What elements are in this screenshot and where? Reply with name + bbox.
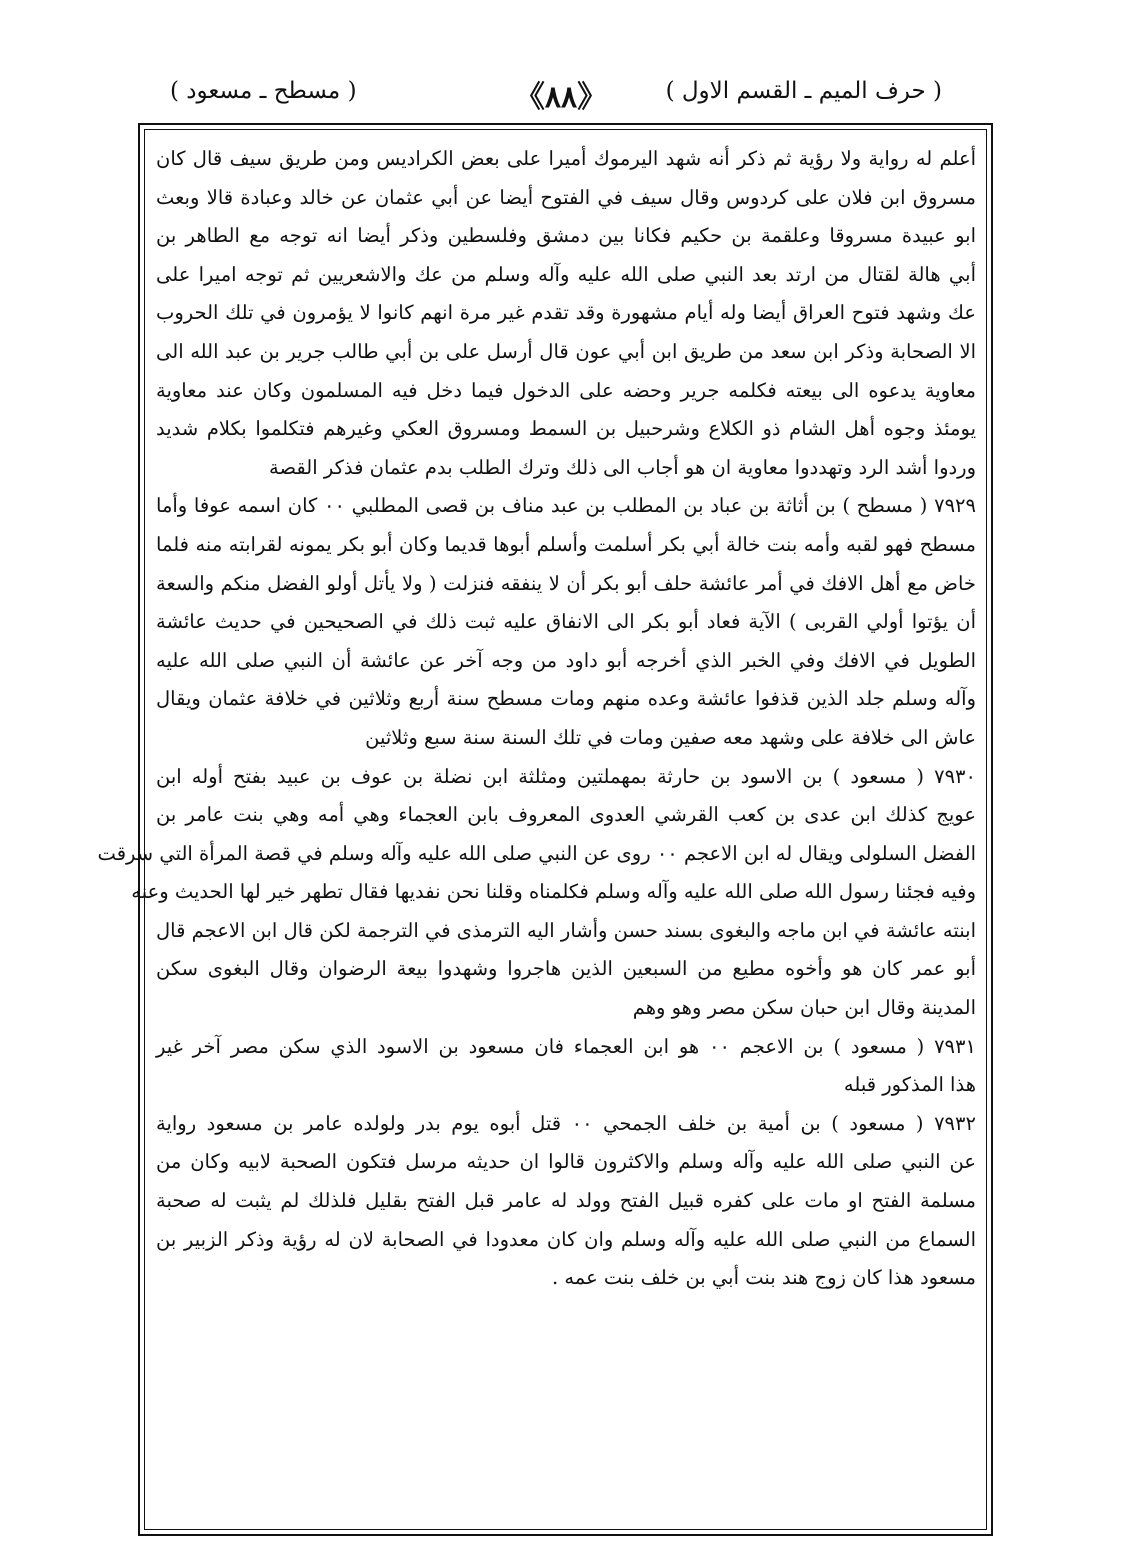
text-line: عاش الى خلافة على وشهد معه صفين ومات في تلك السنة سنة سبع وثلاثين <box>365 725 976 749</box>
text-line: أن يؤتوا أولي القربى ) الآية فعاد أبو بكر الى الانفاق عليه ثبت ذلك في الصحيحين في حديث عائشة <box>156 610 976 634</box>
text-line: الا الصحابة وذكر ابن سعد من طريق ابن أبي عون قال أرسل على بن أبي طالب جرير بن عبد الله الى <box>156 339 976 363</box>
text-line: وآله وسلم جلد الذين قذفوا عائشة وعده منهم ومات مسطح سنة أربع وثلاثين في خلافة عثمان ويقال <box>156 687 976 711</box>
text-line: عن النبي صلى الله عليه وآله وسلم والاكثرون قالوا ان حديثه مرسل فتكون الصحبة لابيه وكان من <box>156 1150 976 1174</box>
text-line: يومئذ وجوه أهل الشام ذو الكلاع وشرحبيل بن السمط ومسروق العكي وغيرهم فتكلموا بكلام شديد <box>156 417 976 441</box>
text-line: مسعود هذا كان زوج هند بنت أبي بن خلف بنت عمه . <box>551 1266 976 1290</box>
text-line: مسلمة الفتح او مات على كفره قبيل الفتح وولد له عامر قبل الفتح بقليل فلذلك لم يثبت له صحبة <box>156 1189 976 1213</box>
entry-heading-7930: ٧٩٣٠ ( مسعود ) بن الاسود بن حارثة بمهملتين ومثلثة ابن نضلة بن عوف بن عبيد بفتح أوله ابن <box>156 764 976 788</box>
text-line: ابو عبيدة مسروقا وعلقمة بن حكيم فكانا بين دمشق وفلسطين وذكر أيضا انه توجه مع الطاهر بن <box>156 224 976 248</box>
page-number: 《٨٨》 <box>514 80 608 115</box>
text-line: الطويل في الافك وفي الخبر الذي أخرجه أبو داود من وجه آخر عن عائشة أن النبي صلى الله عليه <box>156 648 976 672</box>
entry-heading-7929: ٧٩٢٩ ( مسطح ) بن أثاثة بن عباد بن المطلب بن عبد مناف بن قصى المطلبي ٠٠ كان اسمه عوفا وأما <box>156 494 976 518</box>
text-line: المدينة وقال ابن حبان سكن مصر وهو وهم <box>632 996 976 1020</box>
entry-heading-7932: ٧٩٣٢ ( مسعود ) بن أمية بن خلف الجمحي ٠٠ قتل أبوه يوم بدر ولولده عامر بن مسعود رواية <box>156 1111 976 1135</box>
text-line: معاوية يدعوه الى بيعته فكلمه جرير وحضه على الدخول فيما دخل فيه المسلمون وكان عند معاوية <box>156 378 976 402</box>
body-text <box>97 140 976 1298</box>
entry-heading-7931: ٧٩٣١ ( مسعود ) بن الاعجم ٠٠ هو ابن العجماء فان مسعود بن الاسود الذي سكن مصر آخر غير <box>156 1034 976 1058</box>
text-line: وفيه فجئنا رسول الله صلى الله عليه وآله وسلم فكلمناه وقلنا نحن نفديها فقال تطهر خير لها الحديث وعنه <box>131 880 976 904</box>
text-line: وردوا أشد الرد وتهددوا معاوية ان هو أجاب الى ذلك وترك الطلب بدم عثمان فذكر القصة <box>269 455 976 479</box>
text-line: خاض مع أهل الافك في أمر عائشة حلف أبو بكر أن لا ينفقه فنزلت ( ولا يأتل أولو الفضل منكم والسعة <box>156 571 976 595</box>
running-header-entries: ( مسطح ـ مسعود ) <box>170 78 357 104</box>
text-line: أعلم له رواية ولا رؤية ثم ذكر أنه شهد اليرموك أميرا على بعض الكراديس ومن طريق سيف قال كان <box>156 147 976 170</box>
text-line: هذا المذكور قبله <box>843 1073 976 1097</box>
text-line: مسطح فهو لقبه وأمه بنت خالة أبي بكر أسلمت وأسلم أبوها قديما وكان أبو بكر يمونه لقرابته منه فلما <box>156 532 976 556</box>
text-line: أبي هالة لقتال من ارتد بعد النبي صلى الله عليه وآله وسلم من عك والاشعريين ثم توجه اميرا على <box>156 262 976 286</box>
running-header-section: ( حرف الميم ـ القسم الاول ) <box>665 78 942 104</box>
text-line: ابنته عائشة في ابن ماجه والبغوى بسند حسن وأشار اليه الترمذى في الترجمة لكن قال ابن الاعجم قال <box>156 918 976 942</box>
text-line: الفضل السلولى ويقال له ابن الاعجم ٠٠ روى عن النبي صلى الله عليه وآله وسلم في قصة المرأة التي سرقت <box>97 841 976 865</box>
text-line: السماع من النبي صلى الله عليه وآله وسلم وان كان معدودا في الصحابة لان له رؤية وذكر الزبير بن <box>156 1227 976 1251</box>
text-line: عويج كذلك ابن عدى بن كعب القرشي العدوى المعروف بابن العجماء وهي أمه وهي بنت عامر بن <box>156 803 976 827</box>
text-line: مسروق ابن فلان على كردوس وقال سيف في الفتوح أيضا عن أبي عثمان عن خالد وعبادة قالا وبعث <box>156 185 976 209</box>
text-line: عك وشهد فتوح العراق أيضا وله أيام مشهورة وقد تقدم غير مرة انهم كانوا لا يؤمرون في تلك الحروب <box>156 301 976 325</box>
text-line: أبو عمر كان هو وأخوه مطيع من السبعين الذين هاجروا وشهدوا بيعة الرضوان وقال البغوى سكن <box>156 957 976 981</box>
